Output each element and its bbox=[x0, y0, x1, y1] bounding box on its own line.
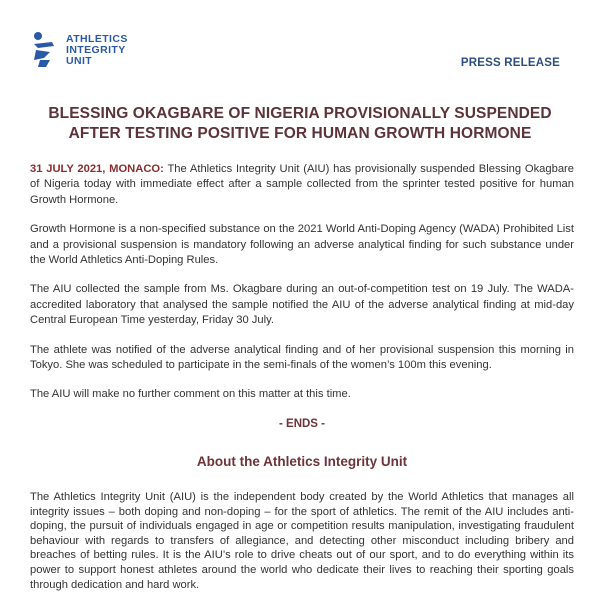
logo-wordmark bbox=[66, 34, 128, 67]
dateline: 31 JULY 2021, MONACO: bbox=[30, 163, 164, 175]
athlete-figure-icon bbox=[30, 30, 60, 68]
logo-line-3: UNIT bbox=[66, 55, 93, 67]
about-text: The Athletics Integrity Unit (AIU) is the independent body created by the World Athletics that manages all integrity issues – both doping and non-doping – for the sport of athletics. The remit of the AIU includes anti-doping, the pursuit of individuals engaged in age or competition results manipulation, investigating fraudulent behaviour with regards to transfers of allegiance, and detecting other misconduct including bribery and breaches of betting rules. It is the AIU’s role to drive cheats out of our sport, and to do everything within its power to support honest athletes around the world who dedicate their lives to reaching their sporting goals through dedication and hard work. bbox=[30, 491, 574, 591]
release-body bbox=[30, 162, 574, 482]
logo-line-1: ATHLETICS bbox=[66, 33, 128, 45]
paragraph-3: The AIU collected the sample from Ms. Okagbare during an out-of-competition test on 19 July. The WADA-accredited laboratory that analysed the sample notified the AIU of the adverse analytical finding at mid-day Central European Time yesterday, Friday 30 July. bbox=[30, 283, 574, 327]
paragraph-4: The athlete was notified of the adverse analytical finding and of her provisional suspension this morning in Tokyo. She was scheduled to participate in the semi-finals of the women’s 100m this evening. bbox=[30, 343, 574, 372]
paragraph-1-text: The Athletics Integrity Unit (AIU) has provisionally suspended Blessing Okagbare of Nigeria today with immediate effect after a sample collected from the sprinter tested positive for human Growth Hormone. bbox=[30, 163, 574, 206]
paragraph-1 bbox=[30, 162, 574, 208]
aiu-logo bbox=[30, 26, 140, 70]
about-section bbox=[30, 490, 574, 592]
ends-marker: - ENDS - bbox=[279, 417, 325, 430]
paragraph-2: Growth Hormone is a non-specified substance on the 2021 World Anti-Doping Agency (WADA) Prohibited List and a provisional suspension is mandatory following an adverse analytical finding for such substance under the World Athletics Anti-Doping Rules. bbox=[30, 223, 574, 267]
headline-line-2: AFTER TESTING POSITIVE FOR HUMAN GROWTH HORMONE bbox=[68, 125, 532, 142]
headline bbox=[30, 104, 570, 144]
logo-line-2: INTEGRITY bbox=[66, 44, 126, 56]
headline-line-1: BLESSING OKAGBARE OF NIGERIA PROVISIONALLY SUSPENDED bbox=[48, 105, 552, 122]
about-heading: About the Athletics Integrity Unit bbox=[196, 454, 408, 470]
paragraph-5: The AIU will make no further comment on this matter at this time. bbox=[30, 388, 351, 401]
press-release-label: PRESS RELEASE bbox=[460, 57, 560, 69]
